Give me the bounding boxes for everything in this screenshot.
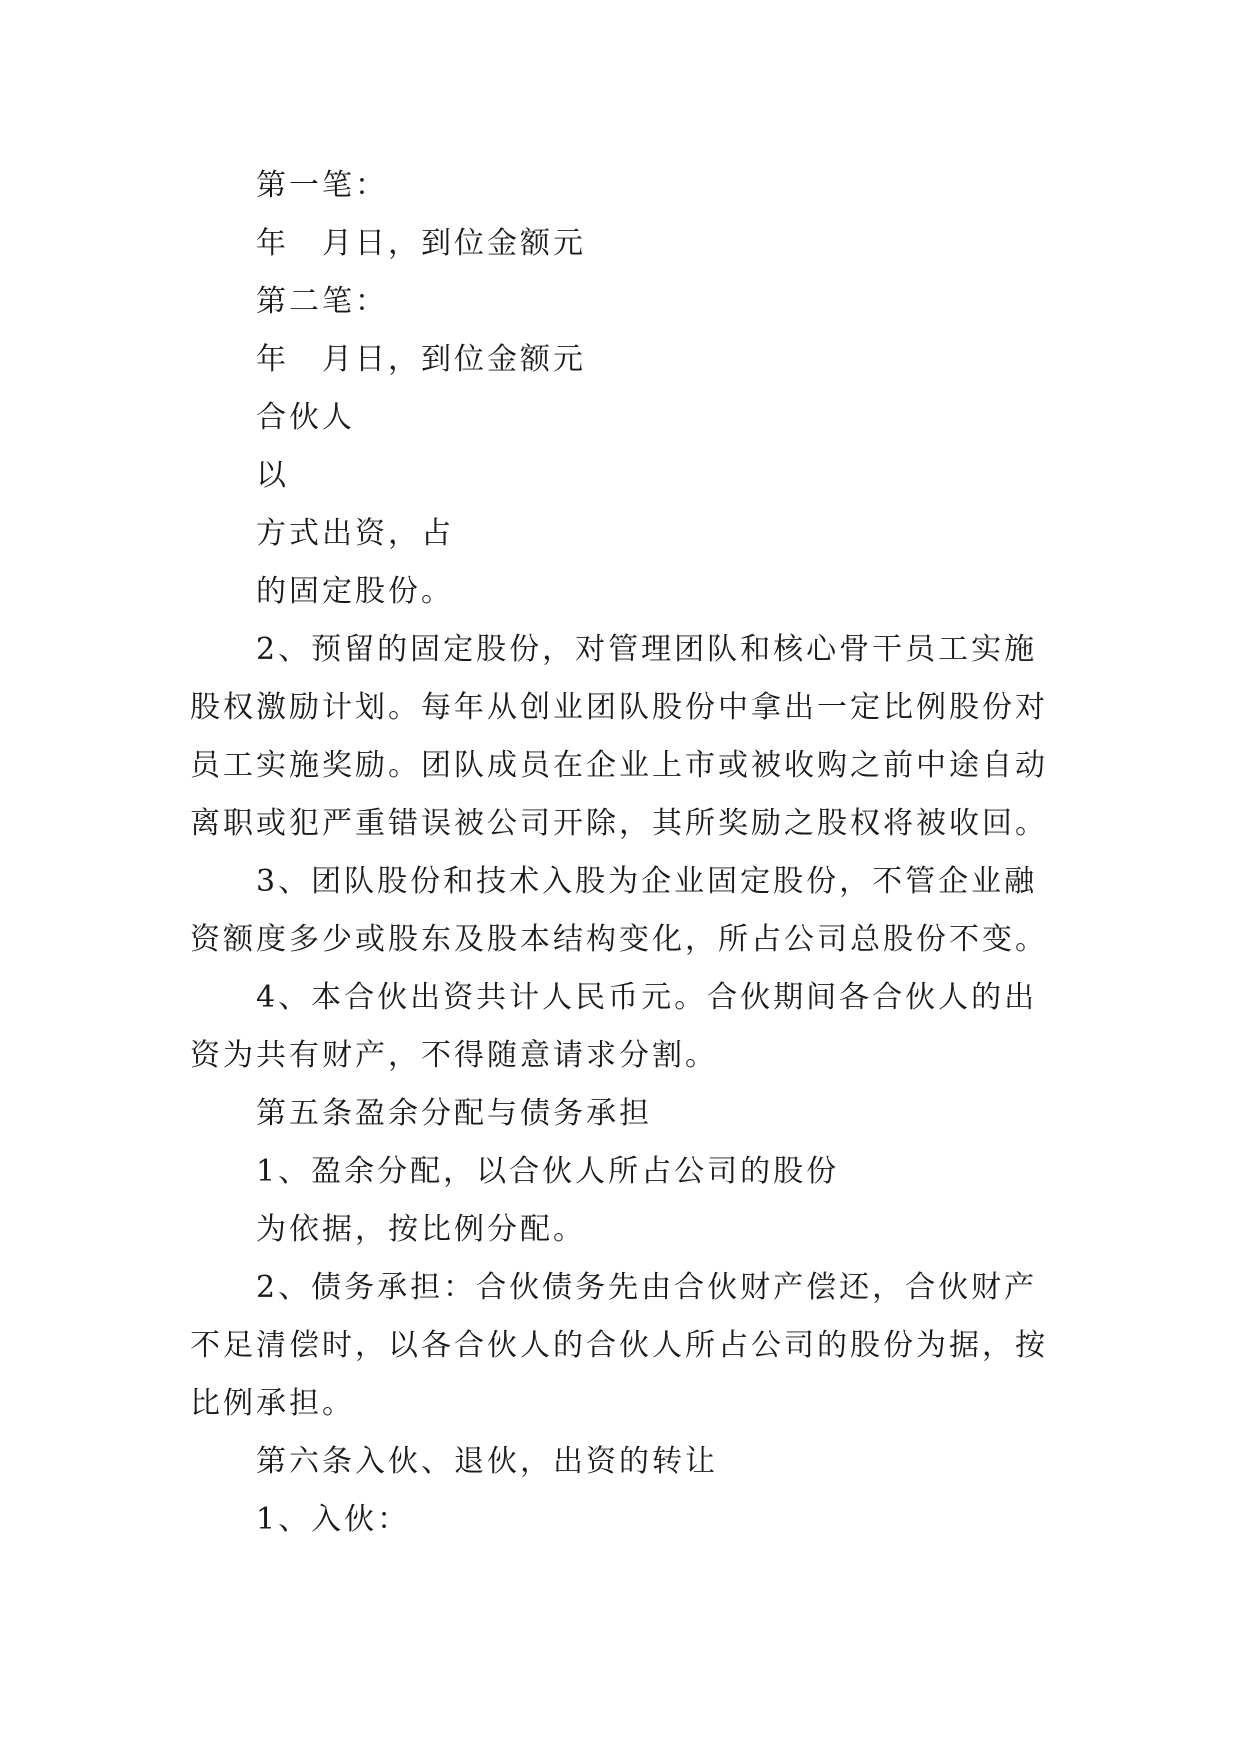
paragraph-line: 2、债务承担：合伙债务先由合伙财产偿还，合伙财产 [256, 1270, 1038, 1305]
paragraph-line: 1、盈余分配，以合伙人所占公司的股份 [256, 1154, 840, 1189]
paragraph-line: 比例承担。 [190, 1386, 355, 1421]
paragraph-line: 3、团队股份和技术入股为企业固定股份，不管企业融 [256, 864, 1038, 899]
text-line: 的固定股份。 [256, 574, 454, 609]
text-line: 第二笔： [256, 284, 388, 319]
section-heading: 第六条入伙、退伙，出资的转让 [256, 1444, 718, 1479]
paragraph-line: 1、入伙： [256, 1502, 411, 1537]
text-line: 年 月日，到位金额元 [256, 226, 586, 261]
paragraph-line: 为依据，按比例分配。 [256, 1212, 586, 1247]
section-heading: 第五条盈余分配与债务承担 [256, 1096, 652, 1131]
paragraph-line: 离职或犯严重错误被公司开除，其所奖励之股权将被收回。 [190, 806, 1048, 841]
text-line: 方式出资，占 [256, 516, 454, 551]
text-line: 年 月日，到位金额元 [256, 342, 586, 377]
paragraph-line: 不足清偿时，以各合伙人的合伙人所占公司的股份为据，按 [190, 1328, 1048, 1363]
text-line: 以 [256, 458, 289, 493]
paragraph-line: 股权激励计划。每年从创业团队股份中拿出一定比例股份对 [190, 690, 1048, 725]
paragraph-line: 2、预留的固定股份，对管理团队和核心骨干员工实施 [256, 632, 1038, 667]
paragraph-line: 员工实施奖励。团队成员在企业上市或被收购之前中途自动 [190, 748, 1048, 783]
text-line: 第一笔： [256, 168, 388, 203]
text-line: 合伙人 [256, 400, 355, 435]
paragraph-line: 资额度多少或股东及股本结构变化，所占公司总股份不变。 [190, 922, 1048, 957]
paragraph-line: 4、本合伙出资共计人民币元。合伙期间各合伙人的出 [256, 980, 1038, 1015]
paragraph-line: 资为共有财产，不得随意请求分割。 [190, 1038, 718, 1073]
